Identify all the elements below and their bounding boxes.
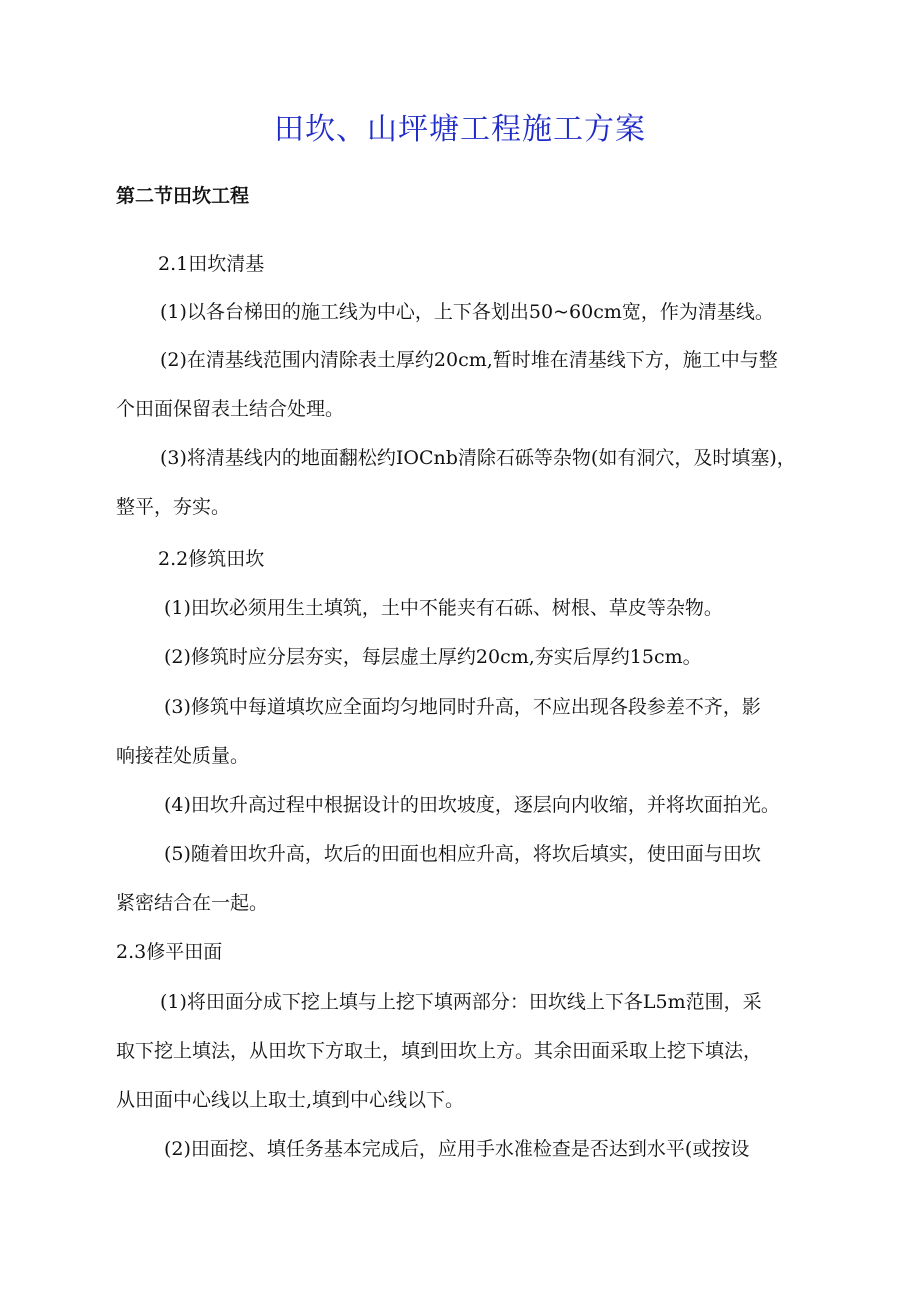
subsection-heading-2-1: 2.1田坎清基 <box>158 253 265 275</box>
subsection-heading-2-3: 2.3修平田面 <box>116 941 223 963</box>
section-heading: 第二节田坎工程 <box>116 185 250 207</box>
paragraph-line: (2)修筑时应分层夯实，每层虚土厚约20cm,夯实后厚约15cm。 <box>164 646 702 668</box>
paragraph-line: 整平，夯实。 <box>116 496 231 518</box>
paragraph-line: (1)以各台梯田的施工线为中心，上下各划出50~60cm宽，作为清基线。 <box>160 301 774 323</box>
paragraph-line: 个田面保留表土结合处理。 <box>116 398 345 420</box>
subsection-heading-2-2: 2.2修筑田坎 <box>158 548 265 570</box>
paragraph-line: 从田面中心线以上取士,填到中心线以下。 <box>116 1089 465 1111</box>
paragraph-line: (1)将田面分成下挖上填与上挖下填两部分：田坎线上下各L5m范围，采 <box>160 991 762 1013</box>
paragraph-line: (3)将清基线内的地面翻松约IOCnb清除石砾等杂物(如有洞穴，及时填塞)， <box>160 447 796 469</box>
paragraph-line: (5)随着田坎升高，坎后的田面也相应升高，将坎后填实，使田面与田坎 <box>164 843 761 865</box>
paragraph-line: 取下挖上填法，从田坎下方取土，填到田坎上方。其余田面采取上挖下填法， <box>116 1040 763 1062</box>
paragraph-line: 响接茬处质量。 <box>116 745 250 767</box>
paragraph-line: (2)田面挖、填任务基本完成后，应用手水准检查是否达到水平(或按设 <box>164 1138 750 1160</box>
paragraph-line: (2)在清基线范围内清除表土厚约20cm,暂时堆在清基线下方，施工中与整 <box>160 349 778 371</box>
paragraph-line: (3)修筑中每道填坎应全面均匀地同时升高，不应出现各段参差不齐，影 <box>164 696 761 718</box>
document-title: 田坎、山坪塘工程施工方案 <box>274 112 646 147</box>
paragraph-line: (4)田坎升高过程中根据设计的田坎坡度，逐层向内收缩，并将坎面拍光。 <box>164 794 780 816</box>
paragraph-line: (1)田坎必须用生土填筑，土中不能夹有石砾、树根、草皮等杂物。 <box>164 597 723 619</box>
paragraph-line: 紧密结合在一起。 <box>116 892 269 914</box>
